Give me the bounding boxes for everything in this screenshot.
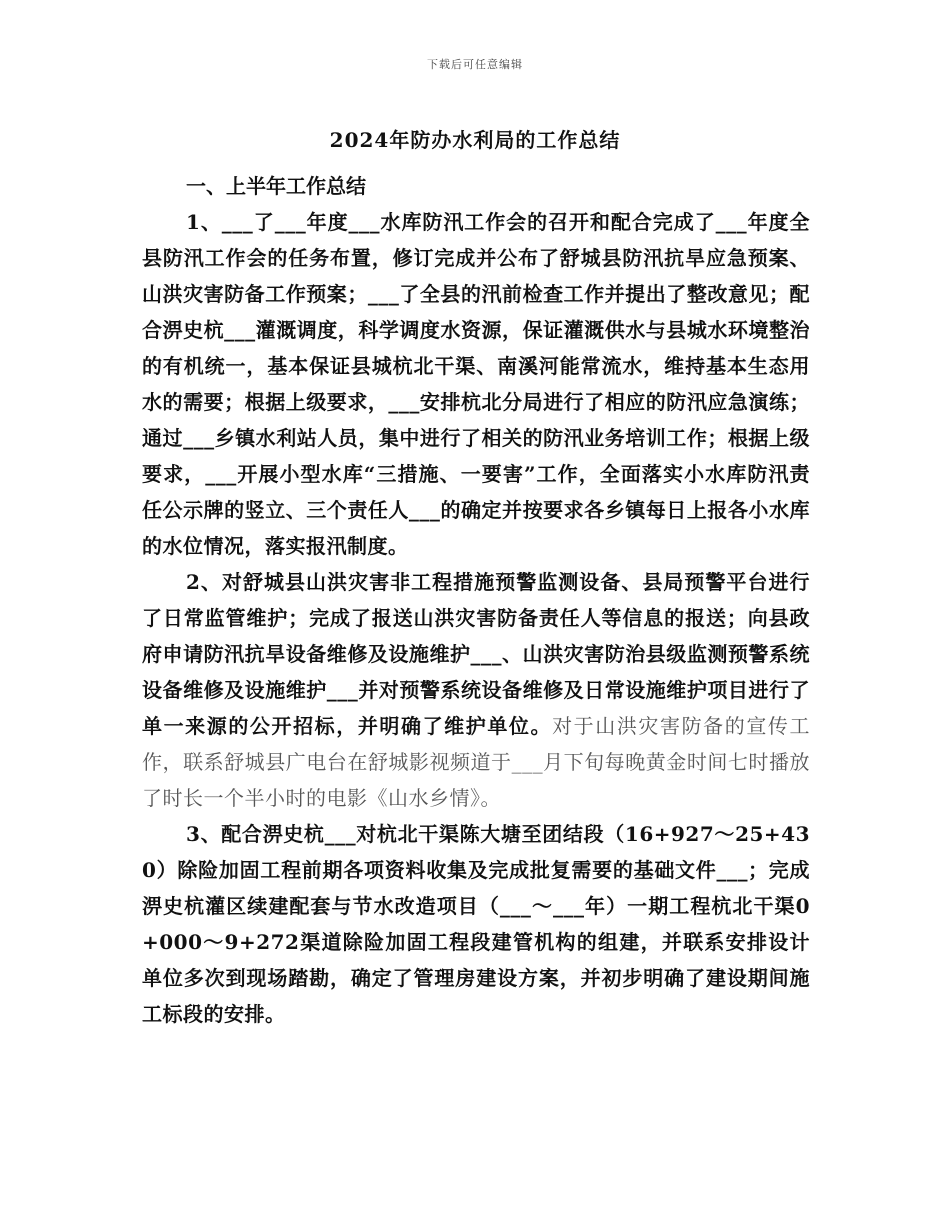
paragraph-3-text: 3、配合淠史杭___对杭北干渠陈大塘至团结段（16+927～25+430）除险加固工程前期各项资料收集及完成批复需要的基础文件___；完成淠史杭灌区续建配套与节水改造项目（___～___年）一期工程杭北干渠0+000～9+272渠道除险加固工程段建管机构的组建，并联系安排设计单位多次到现场踏勘，确定了管理房建设方案，并初步明确了建设期间施工标段的安排。 [142, 822, 810, 1026]
paragraph-3 [142, 816, 810, 1032]
paragraph-1 [142, 204, 810, 564]
document-title: 2024年防办水利局的工作总结 [329, 128, 621, 152]
document-body [142, 168, 810, 1032]
paragraph-2 [142, 564, 810, 816]
paragraph-1-text: 1、___了___年度___水库防汛工作会的召开和配合完成了___年度全县防汛工作会的任务布置，修订完成并公布了舒城县防汛抗旱应急预案、山洪灾害防备工作预案；___了全县的汛前检查工作并提出了整改意见；配合淠史杭___灌溉调度，科学调度水资源，保证灌溉供水与县城水环境整治的有机统一，基本保证县城杭北干渠、南溪河能常流水，维持基本生态用水的需要；根据上级要求，___安排杭北分局进行了相应的防汛应急演练；通过___乡镇水利站人员，集中进行了相关的防汛业务培训工作；根据上级要求，___开展小型水库“三措施、一要害”工作，全面落实小水库防汛责任公示牌的竖立、三个责任人___的确定并按要求各乡镇每日上报各小水库的水位情况，落实报汛制度。 [142, 210, 810, 558]
paragraph-2-text: 2、对舒城县山洪灾害非工程措施预警监测设备、县局预警平台进行了日常监管维护；完成了报送山洪灾害防备责任人等信息的报送；向县政府申请防汛抗旱设备维修及设施维护___、山洪灾害防治县级监测预警系统设备维修及设施维护___并对预警系统设备维修及日常设施维护项目进行了单一来源的公开招标，并明确了维护单位。 [142, 570, 810, 738]
header-note: 下载后可任意编辑 [427, 58, 523, 71]
section-heading: 一、上半年工作总结 [186, 174, 366, 198]
paragraph-2-light-text: 对于山洪灾害防备的宣传工作，联系舒城县广电台在舒城影视频道于___月下旬每晚黄金时间七时播放了时长一个半小时的电影《山水乡情》。 [142, 714, 811, 810]
